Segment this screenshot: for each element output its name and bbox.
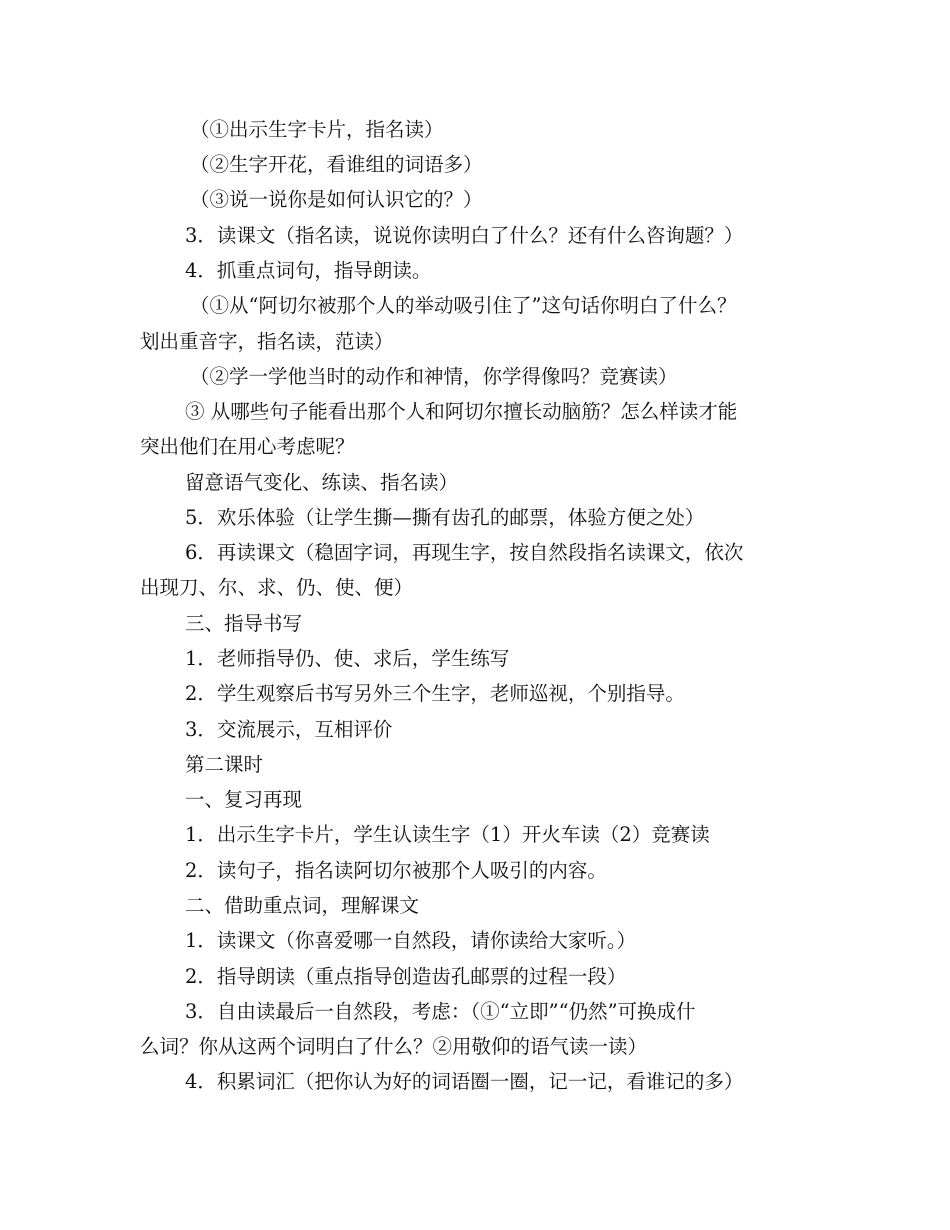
text-line: （③说一说你是如何认识它的？） bbox=[190, 188, 483, 211]
text-line: 4．积累词汇（把你认为好的词语圈一圈，记一记，看谁记的多） bbox=[185, 1070, 744, 1093]
text-line: （②学一学他当时的动作和神情，你学得像吗？竞赛读） bbox=[190, 365, 678, 388]
text-line: 留意语气变化、练读、指名读） bbox=[185, 471, 459, 494]
section-heading: 二、借助重点词，理解课文 bbox=[185, 894, 420, 917]
section-heading: 三、指导书写 bbox=[185, 612, 303, 635]
text-line: 3．自由读最后一自然段，考虑：（①“立即”“仍然”可换成什 bbox=[185, 1000, 696, 1023]
text-line: 2．指导朗读（重点指导创造齿孔邮票的过程一段） bbox=[185, 965, 627, 988]
text-line: 6．再读课文（稳固字词，再现生字，按自然段指名读课文，依次 bbox=[185, 541, 744, 564]
text-line: （①出示生字卡片，指名读） bbox=[190, 118, 444, 141]
text-line: 3．交流展示，互相评价 bbox=[185, 718, 393, 741]
text-line: ③ 从哪些句子能看出那个人和阿切尔擅长动脑筋？怎么样读才能 bbox=[185, 400, 738, 423]
text-line: 划出重音字，指名读，范读） bbox=[140, 330, 394, 353]
text-line: 3．读课文（指名读，说说你读明白了什么？还有什么咨询题？） bbox=[185, 224, 744, 247]
text-line: 么词？你从这两个词明白了什么？②用敬仰的语气读一读） bbox=[140, 1035, 648, 1058]
text-line: （②生字开花，看谁组的词语多） bbox=[190, 153, 483, 176]
text-line: 2．读句子，指名读阿切尔被那个人吸引的内容。 bbox=[185, 859, 607, 882]
text-line: 4．抓重点词句，指导朗读。 bbox=[185, 259, 432, 282]
text-line: （①从“阿切尔被那个人的举动吸引住了”这句话你明白了什么？ bbox=[190, 294, 737, 317]
text-line: 1．读课文（你喜爱哪一自然段，请你读给大家听。） bbox=[185, 929, 637, 952]
text-line: 2．学生观察后书写另外三个生字，老师巡视，个别指导。 bbox=[185, 682, 685, 705]
text-line: 1．出示生字卡片，学生认读生字（1）开火车读（2）竞赛读 bbox=[185, 823, 710, 846]
section-heading: 第二课时 bbox=[185, 753, 264, 776]
text-line: 5．欢乐体验（让学生撕—撕有齿孔的邮票，体验方便之处） bbox=[185, 506, 705, 529]
text-line: 1．老师指导仍、使、求后，学生练写 bbox=[185, 647, 510, 670]
text-line: 出现刀、尔、求、仍、使、便） bbox=[140, 576, 414, 599]
text-line: 突出他们在用心考虑呢？ bbox=[140, 435, 355, 458]
section-heading: 一、复习再现 bbox=[185, 788, 303, 811]
